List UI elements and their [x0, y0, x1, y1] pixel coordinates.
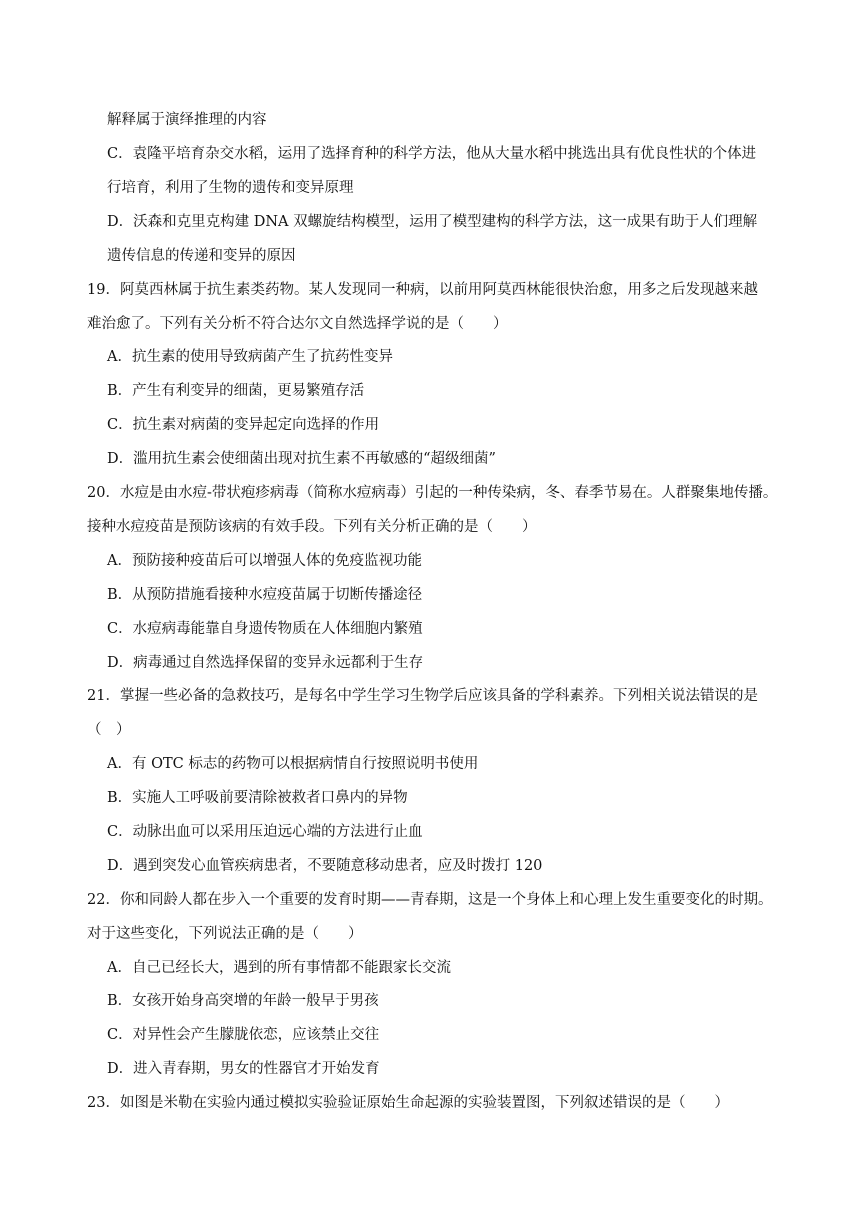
q20-option-c: C．水痘病毒能靠自身遗传物质在人体细胞内繁殖	[107, 621, 423, 637]
q21-stem-continuation: （ ）	[87, 722, 131, 738]
q19-stem-continuation: 难治愈了。下列有关分析不符合达尔文自然选择学说的是（ ）	[87, 316, 508, 332]
q18-option-b-continuation: 解释属于演绎推理的内容	[107, 112, 267, 128]
q22-option-a: A．自己已经长大，遇到的所有事情都不能跟家长交流	[107, 960, 451, 976]
q21-option-a: A．有 OTC 标志的药物可以根据病情自行按照说明书使用	[107, 756, 479, 772]
q22-option-d: D．进入青春期，男女的性器官才开始发育	[107, 1061, 380, 1077]
q18-option-d: D．沃森和克里克构建 DNA 双螺旋结构模型，运用了模型建构的科学方法，这一成果有助于人们理解	[107, 214, 758, 230]
q19-option-c: C．抗生素对病菌的变异起定向选择的作用	[107, 417, 380, 433]
q21-stem: 21．掌握一些必备的急救技巧，是每名中学生学习生物学后应该具备的学科素养。下列相关说法错误的是	[87, 688, 758, 704]
q21-option-b: B．实施人工呼吸前要清除被救者口鼻内的异物	[107, 790, 408, 806]
q22-stem: 22．你和同龄人都在步入一个重要的发育时期——青春期，这是一个身体上和心理上发生重要变化的时期。	[87, 892, 773, 908]
q23-stem: 23．如图是米勒在实验内通过模拟实验验证原始生命起源的实验装置图，下列叙述错误的是（ ）	[87, 1095, 729, 1111]
q19-stem: 19．阿莫西林属于抗生素类药物。某人发现同一种病，以前用阿莫西林能很快治愈，用多之后发现越来越	[87, 282, 758, 298]
q20-stem-continuation: 接种水痘疫苗是预防该病的有效手段。下列有关分析正确的是（ ）	[87, 519, 537, 535]
q20-stem: 20．水痘是由水痘-带状疱疹病毒（简称水痘病毒）引起的一种传染病，冬、春季节易在。人群聚集地传播。	[87, 485, 778, 501]
q18-option-d-continuation: 遗传信息的传递和变异的原因	[107, 248, 296, 264]
q19-option-d: D．滥用抗生素会使细菌出现对抗生素不再敏感的“超级细菌”	[107, 451, 496, 467]
q19-option-b: B．产生有利变异的细菌，更易繁殖存活	[107, 383, 365, 399]
q18-option-c: C．袁隆平培育杂交水稻，运用了选择育种的科学方法，他从大量水稻中挑选出具有优良性状的个体进	[107, 146, 757, 162]
q20-option-b: B．从预防措施看接种水痘疫苗属于切断传播途径	[107, 587, 423, 603]
q22-option-b: B．女孩开始身高突增的年龄一般早于男孩	[107, 993, 379, 1009]
q20-option-a: A．预防接种疫苗后可以增强人体的免疫监视功能	[107, 553, 422, 569]
q22-option-c: C．对异性会产生朦胧依恋，应该禁止交往	[107, 1027, 380, 1043]
q21-option-c: C．动脉出血可以采用压迫远心端的方法进行止血	[107, 824, 423, 840]
q18-option-c-continuation: 行培育，利用了生物的遗传和变异原理	[107, 180, 354, 196]
q22-stem-continuation: 对于这些变化，下列说法正确的是（ ）	[87, 926, 363, 942]
q19-option-a: A．抗生素的使用导致病菌产生了抗药性变异	[107, 349, 393, 365]
q21-option-d: D．遇到突发心血管疾病患者，不要随意移动患者，应及时拨打 120	[107, 858, 543, 874]
q20-option-d: D．病毒通过自然选择保留的变异永远都利于生存	[107, 655, 424, 671]
